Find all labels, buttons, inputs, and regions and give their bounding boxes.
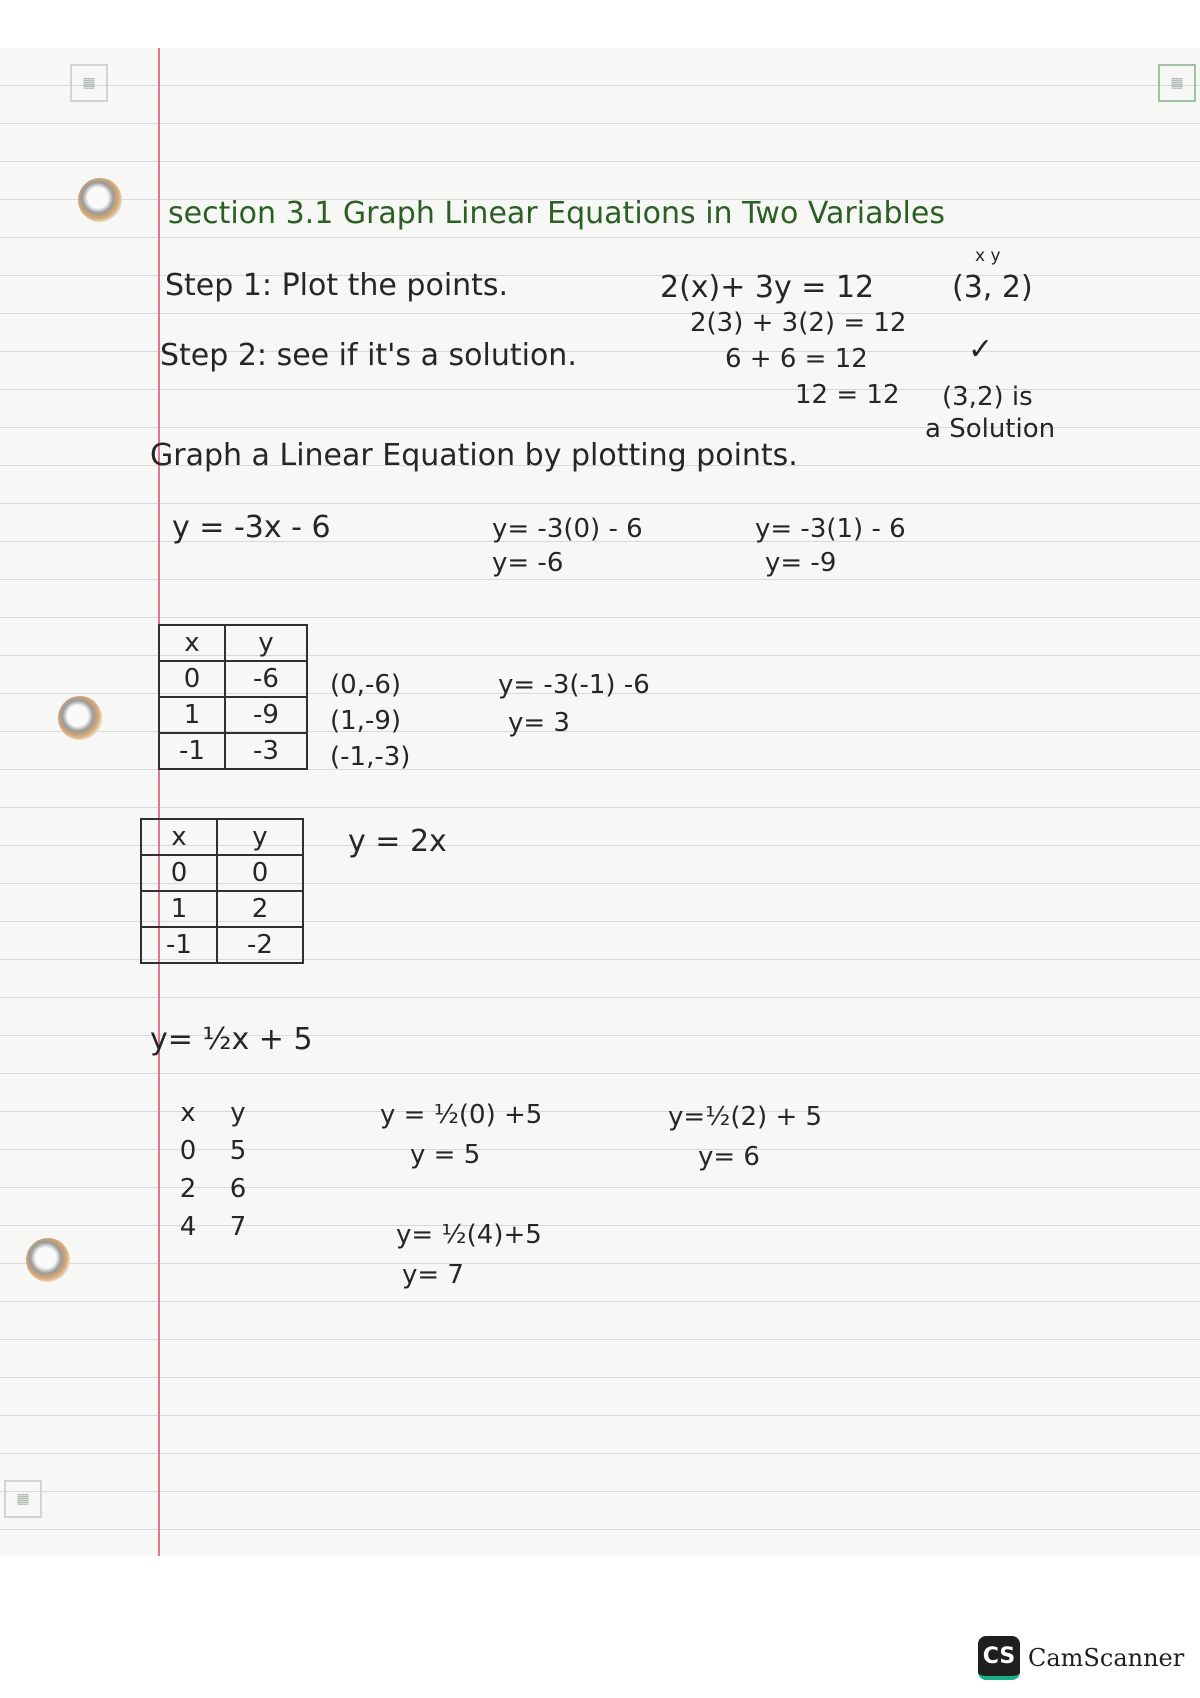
table-header-y: y [225,625,307,661]
table-cell-y: 7 [229,1212,247,1242]
table-header-y: y [230,1098,246,1128]
table-cell-y: 5 [229,1136,247,1166]
example-3-work-a2: y = 5 [410,1140,481,1170]
table-header-x: x [141,819,217,855]
section-heading: section 3.1 Graph Linear Equations in Two Variables [168,196,945,231]
table-row [166,1132,266,1170]
example-3-equation: y= ½x + 5 [150,1022,313,1057]
binder-hole [26,1238,70,1282]
table-cell-y: -9 [225,697,307,733]
table-row [141,891,303,927]
example-3-work-c2: y= 7 [402,1260,464,1290]
table-cell-x: 0 [179,1136,197,1166]
example-3-work-c1: y= ½(4)+5 [396,1220,542,1250]
example-1-work-c2: y= 3 [508,708,570,738]
table-row [166,1208,266,1246]
corner-mark-top-right: ▦ [1158,64,1196,102]
table-cell-x: 1 [159,697,225,733]
step-1: Step 1: Plot the points. [165,268,509,303]
camscanner-logo-icon: CS [978,1636,1020,1680]
check-result-1: (3,2) is [942,382,1033,412]
table-cell-y: 2 [217,891,303,927]
corner-mark-bottom-left: ▦ [4,1480,42,1518]
table-header-row [141,819,303,855]
check-equation: 2(x)+ 3y = 12 [660,270,875,305]
table-cell-x: 4 [179,1212,197,1242]
table-header-row [159,625,307,661]
example-3-work-a1: y = ½(0) +5 [380,1100,543,1130]
example-1-work-b2: y= -9 [765,548,837,578]
binder-hole [78,178,122,222]
check-line-4: 12 = 12 [795,380,900,410]
example-1-work-c1: y= -3(-1) -6 [498,670,650,700]
check-line-3: 6 + 6 = 12 [725,344,868,374]
example-1-point: (1,-9) [330,706,402,736]
camscanner-name: CamScanner [1028,1644,1185,1672]
table-cell-y: 6 [229,1174,247,1204]
table-cell-x: -1 [141,927,217,963]
notebook-page [0,48,1200,1556]
table-header-row [166,1094,266,1132]
table-header-x: x [180,1098,196,1128]
table-cell-x: 2 [179,1174,197,1204]
example-2-equation: y = 2x [348,824,447,859]
table-cell-y: -6 [225,661,307,697]
step-2: Step 2: see if it's a solution. [160,338,577,373]
checkmark: ✓ [968,332,994,367]
table-header-x: x [159,625,225,661]
table-row [141,927,303,963]
example-3-table [166,1094,266,1246]
corner-mark-top-left: ▦ [70,64,108,102]
example-1-equation: y = -3x - 6 [172,510,331,545]
example-1-point: (0,-6) [330,670,402,700]
example-3-work-b2: y= 6 [698,1142,760,1172]
table-cell-x: -1 [159,733,225,769]
margin-line [158,48,160,1556]
table-row [159,697,307,733]
example-2-table [140,818,304,964]
table-cell-x: 0 [159,661,225,697]
table-cell-y: 0 [217,855,303,891]
table-cell-y: -3 [225,733,307,769]
binder-hole [58,696,102,740]
table-row [166,1170,266,1208]
example-1-work-b1: y= -3(1) - 6 [755,514,906,544]
check-point: (3, 2) [952,270,1033,305]
example-1-point: (-1,-3) [330,742,411,772]
table-row [159,733,307,769]
example-1-work-a1: y= -3(0) - 6 [492,514,643,544]
example-1-work-a2: y= -6 [492,548,564,578]
table-row [159,661,307,697]
example-3-work-b1: y=½(2) + 5 [668,1102,823,1132]
table-cell-x: 1 [141,891,217,927]
check-xy-labels: x y [975,246,1001,266]
check-line-2: 2(3) + 3(2) = 12 [690,308,907,338]
table-cell-x: 0 [141,855,217,891]
table-header-y: y [217,819,303,855]
example-1-table [158,624,308,770]
table-cell-y: -2 [217,927,303,963]
graph-heading: Graph a Linear Equation by plotting points. [150,438,798,473]
table-row [141,855,303,891]
check-result-2: a Solution [925,414,1056,444]
camscanner-watermark [978,1636,1184,1680]
